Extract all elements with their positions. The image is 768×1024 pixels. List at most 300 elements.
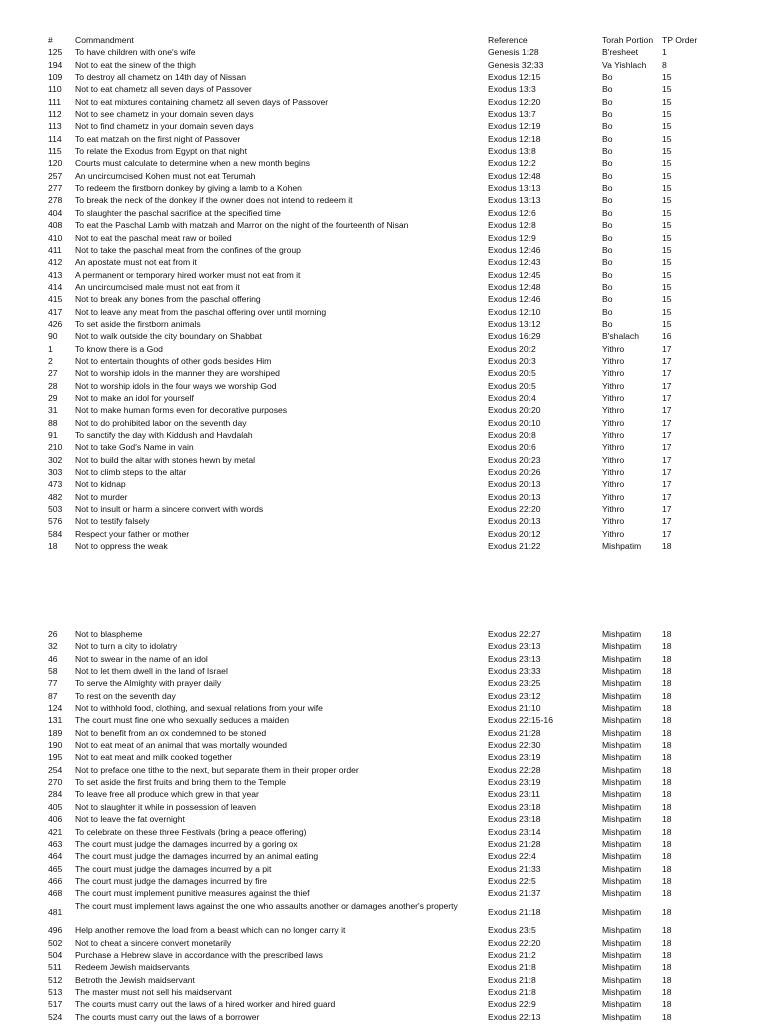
row-tp-order: 18	[662, 752, 672, 763]
table-row	[0, 838, 768, 850]
row-torah-portion: Yithro	[602, 380, 625, 391]
row-tp-order: 15	[662, 269, 672, 280]
row-torah-portion: Mishpatim	[602, 801, 642, 812]
row-commandment: Not to take God's Name in vain	[75, 442, 194, 453]
table-top	[0, 34, 768, 552]
row-number: 113	[48, 121, 62, 132]
row-torah-portion: Mishpatim	[602, 986, 642, 997]
row-reference: Exodus 23:25	[488, 678, 541, 689]
row-torah-portion: Mishpatim	[602, 777, 642, 788]
row-reference: Exodus 20:4	[488, 392, 536, 403]
row-tp-order: 15	[662, 306, 672, 317]
table-row	[0, 182, 768, 194]
row-commandment: Not to testify falsely	[75, 516, 150, 527]
row-torah-portion: Bo	[602, 72, 613, 83]
table-row	[0, 961, 768, 973]
table-row	[0, 628, 768, 640]
row-commandment: Not to do prohibited labor on the seventh day	[75, 417, 247, 428]
row-number: 503	[48, 504, 63, 515]
table-row	[0, 1011, 768, 1023]
table-row	[0, 133, 768, 145]
table-row	[0, 318, 768, 330]
row-commandment: Not to slaughter it while in possession of leaven	[75, 801, 257, 812]
table-row	[0, 986, 768, 998]
row-torah-portion: Bo	[602, 170, 613, 181]
row-commandment: The court must judge the damages incurred by an animal eating	[75, 851, 319, 862]
table-row	[0, 677, 768, 689]
row-reference: Exodus 20:6	[488, 442, 536, 453]
row-torah-portion: Bo	[602, 244, 613, 255]
header-reference: Reference	[488, 35, 528, 45]
row-commandment: To destroy all chametz on 14th day of Nissan	[75, 72, 247, 83]
row-number: 257	[48, 170, 63, 181]
row-torah-portion: Va Yishlach	[602, 59, 647, 70]
row-tp-order: 18	[662, 838, 672, 849]
row-torah-portion: Yithro	[602, 442, 625, 453]
row-tp-order: 18	[662, 863, 672, 874]
row-number: 464	[48, 851, 63, 862]
row-tp-order: 18	[662, 653, 672, 664]
row-number: 29	[48, 392, 58, 403]
row-commandment: To set aside the firstborn animals	[75, 318, 201, 329]
row-number: 190	[48, 740, 63, 751]
row-number: 77	[48, 678, 58, 689]
row-tp-order: 16	[662, 331, 672, 342]
row-reference: Exodus 20:5	[488, 380, 536, 391]
row-tp-order: 17	[662, 380, 672, 391]
row-number: 517	[48, 999, 63, 1010]
row-number: 109	[48, 72, 63, 83]
row-torah-portion: Mishpatim	[602, 814, 642, 825]
row-reference: Exodus 23:18	[488, 814, 541, 825]
row-commandment: To eat the Paschal Lamb with matzah and Marror on the night of the fourteenth of Nisan	[75, 220, 409, 231]
row-torah-portion: Bo	[602, 269, 613, 280]
row-commandment: To break the neck of the donkey if the owner does not intend to redeem it	[75, 195, 353, 206]
row-torah-portion: Bo	[602, 146, 613, 157]
row-reference: Exodus 20:10	[488, 417, 541, 428]
row-tp-order: 18	[662, 789, 672, 800]
row-reference: Exodus 13:12	[488, 318, 541, 329]
row-commandment: Not to eat meat and milk cooked together	[75, 752, 233, 763]
row-tp-order: 18	[662, 641, 672, 652]
table-row	[0, 120, 768, 132]
row-commandment: Not to worship idols in the four ways we worship God	[75, 380, 277, 391]
row-number: 504	[48, 949, 63, 960]
row-reference: Exodus 22:27	[488, 629, 541, 639]
row-number: 278	[48, 195, 63, 206]
table-row	[0, 875, 768, 887]
row-number: 411	[48, 244, 62, 255]
row-torah-portion: Bo	[602, 195, 613, 206]
table-row	[0, 108, 768, 120]
row-reference: Exodus 22:5	[488, 875, 536, 886]
table-row	[0, 924, 768, 936]
row-reference: Exodus 12:18	[488, 133, 541, 144]
row-number: 110	[48, 84, 62, 95]
row-commandment: An uncircumcised male must not eat from it	[75, 281, 240, 292]
row-commandment: Not to blaspheme	[75, 629, 143, 639]
row-reference: Exodus 22:9	[488, 999, 536, 1010]
table-row	[0, 491, 768, 503]
row-commandment: Not to eat meat of an animal that was mortally wounded	[75, 740, 288, 751]
row-number: 421	[48, 826, 63, 837]
row-torah-portion: Bo	[602, 281, 613, 292]
row-number: 512	[48, 974, 63, 985]
row-reference: Exodus 21:37	[488, 888, 541, 899]
row-torah-portion: Mishpatim	[602, 925, 642, 936]
row-number: 125	[48, 47, 63, 58]
row-commandment: To relate the Exodus from Egypt on that night	[75, 146, 247, 157]
table-row	[0, 269, 768, 281]
row-torah-portion: Mishpatim	[602, 838, 642, 849]
row-torah-portion: Yithro	[602, 405, 625, 416]
row-torah-portion: Mishpatim	[602, 888, 642, 899]
row-reference: Exodus 20:23	[488, 454, 541, 465]
row-number: 27	[48, 368, 58, 379]
row-reference: Exodus 20:8	[488, 430, 536, 440]
row-commandment: The court must implement laws against the one who assaults another or damages another's property	[75, 900, 458, 911]
row-commandment: A permanent or temporary hired worker must not eat from it	[75, 269, 301, 280]
row-reference: Exodus 23:13	[488, 641, 541, 652]
row-reference: Exodus 12:6	[488, 207, 536, 218]
row-tp-order: 15	[662, 170, 672, 181]
row-torah-portion: Mishpatim	[602, 826, 642, 837]
row-torah-portion: Yithro	[602, 528, 625, 539]
table-row	[0, 59, 768, 71]
row-reference: Exodus 12:10	[488, 306, 541, 317]
row-reference: Exodus 12:46	[488, 294, 541, 305]
table-row	[0, 478, 768, 490]
row-reference: Exodus 22:15-16	[488, 715, 553, 726]
row-reference: Genesis 1:28	[488, 47, 539, 58]
row-reference: Exodus 23:11	[488, 789, 540, 800]
row-commandment: To eat matzah on the first night of Passover	[75, 133, 241, 144]
row-number: 408	[48, 220, 63, 231]
row-reference: Exodus 12:8	[488, 220, 536, 231]
row-commandment: Not to eat mixtures containing chametz all seven days of Passover	[75, 96, 329, 107]
row-torah-portion: Yithro	[602, 392, 625, 403]
row-tp-order: 18	[662, 740, 672, 751]
table-row	[0, 727, 768, 739]
row-torah-portion: Bo	[602, 294, 613, 305]
row-number: 481	[48, 906, 63, 917]
row-reference: Exodus 12:15	[488, 72, 541, 83]
row-commandment: To have children with one's wife	[75, 47, 196, 58]
row-torah-portion: Bo	[602, 220, 613, 231]
row-torah-portion: Mishpatim	[602, 678, 642, 689]
table-row	[0, 429, 768, 441]
row-reference: Exodus 12:43	[488, 257, 541, 268]
row-number: 404	[48, 207, 63, 218]
row-number: 410	[48, 232, 63, 243]
row-number: 210	[48, 442, 63, 453]
table-row	[0, 998, 768, 1010]
row-torah-portion: Bo	[602, 232, 613, 243]
row-number: 412	[48, 257, 63, 268]
row-tp-order: 15	[662, 133, 672, 144]
row-tp-order: 18	[662, 949, 672, 960]
row-number: 2	[48, 355, 53, 366]
row-tp-order: 8	[662, 59, 667, 70]
row-number: 413	[48, 269, 63, 280]
table-row	[0, 665, 768, 677]
row-tp-order: 15	[662, 72, 672, 83]
table-row	[0, 219, 768, 231]
row-reference: Genesis 32:33	[488, 59, 544, 70]
row-reference: Exodus 23:13	[488, 653, 541, 664]
row-reference: Exodus 22:20	[488, 937, 541, 948]
table-row	[0, 640, 768, 652]
row-torah-portion: Mishpatim	[602, 789, 642, 800]
row-tp-order: 17	[662, 417, 672, 428]
table-row	[0, 863, 768, 875]
row-reference: Exodus 22:13	[488, 1011, 541, 1022]
row-tp-order: 18	[662, 999, 672, 1010]
row-torah-portion: Bo	[602, 133, 613, 144]
row-commandment: Not to turn a city to idolatry	[75, 641, 178, 652]
table-row	[0, 232, 768, 244]
row-commandment: Not to insult or harm a sincere convert with words	[75, 504, 264, 515]
row-commandment: Not to see chametz in your domain seven days	[75, 109, 254, 120]
row-number: 87	[48, 690, 58, 701]
row-reference: Exodus 12:20	[488, 96, 541, 107]
row-tp-order: 18	[662, 875, 672, 886]
row-torah-portion: Mishpatim	[602, 629, 642, 639]
row-torah-portion: Mishpatim	[602, 906, 642, 917]
row-number: 405	[48, 801, 63, 812]
row-torah-portion: Bo	[602, 121, 613, 132]
row-tp-order: 18	[662, 814, 672, 825]
table-row	[0, 653, 768, 665]
row-number: 584	[48, 528, 63, 539]
row-tp-order: 18	[662, 678, 672, 689]
row-reference: Exodus 20:13	[488, 516, 541, 527]
row-reference: Exodus 12:48	[488, 170, 541, 181]
row-commandment: Not to eat chametz all seven days of Passover	[75, 84, 252, 95]
row-reference: Exodus 20:13	[488, 479, 541, 490]
row-torah-portion: Yithro	[602, 430, 625, 440]
row-torah-portion: Mishpatim	[602, 752, 642, 763]
row-commandment: Not to entertain thoughts of other gods besides Him	[75, 355, 272, 366]
row-torah-portion: Mishpatim	[602, 949, 642, 960]
row-reference: Exodus 21:10	[488, 703, 541, 714]
header-commandment: Commandment	[75, 35, 134, 45]
row-number: 277	[48, 183, 63, 194]
row-tp-order: 18	[662, 826, 672, 837]
row-reference: Exodus 22:4	[488, 851, 536, 862]
row-torah-portion: Mishpatim	[602, 1011, 642, 1022]
row-reference: Exodus 21:28	[488, 838, 541, 849]
row-commandment: To celebrate on these three Festivals (bring a peace offering)	[75, 826, 307, 837]
table-row	[0, 83, 768, 95]
row-reference: Exodus 12:9	[488, 232, 536, 243]
row-number: 189	[48, 727, 63, 738]
row-number: 284	[48, 789, 63, 800]
table-row	[0, 515, 768, 527]
row-number: 468	[48, 888, 63, 899]
table-row	[0, 466, 768, 478]
table-row	[0, 343, 768, 355]
row-tp-order: 18	[662, 974, 672, 985]
table-row	[0, 937, 768, 949]
table-row	[0, 776, 768, 788]
row-tp-order: 18	[662, 937, 672, 948]
row-tp-order: 17	[662, 504, 672, 515]
row-torah-portion: Mishpatim	[602, 541, 642, 552]
row-torah-portion: Mishpatim	[602, 851, 642, 862]
table-row	[0, 454, 768, 466]
row-commandment: Courts must calculate to determine when a new month begins	[75, 158, 311, 169]
row-torah-portion: Mishpatim	[602, 937, 642, 948]
table-row	[0, 900, 768, 925]
header-row	[0, 34, 768, 46]
table-row	[0, 170, 768, 182]
row-number: 114	[48, 133, 62, 144]
row-number: 473	[48, 479, 63, 490]
row-commandment: Not to take the paschal meat from the confines of the group	[75, 244, 301, 255]
row-reference: Exodus 23:12	[488, 690, 541, 701]
row-commandment: Not to walk outside the city boundary on Shabbat	[75, 331, 262, 342]
row-commandment: The court must fine one who sexually seduces a maiden	[75, 715, 290, 726]
row-commandment: Not to build the altar with stones hewn by metal	[75, 454, 256, 465]
row-number: 415	[48, 294, 63, 305]
table-row	[0, 392, 768, 404]
table-row	[0, 702, 768, 714]
table-row	[0, 850, 768, 862]
row-tp-order: 18	[662, 690, 672, 701]
row-reference: Exodus 20:5	[488, 368, 536, 379]
row-number: 194	[48, 59, 63, 70]
row-commandment: To sanctify the day with Kiddush and Havdalah	[75, 430, 253, 440]
row-reference: Exodus 21:22	[488, 541, 541, 552]
row-reference: Exodus 20:3	[488, 355, 536, 366]
row-number: 28	[48, 380, 58, 391]
row-number: 131	[48, 715, 63, 726]
row-number: 466	[48, 875, 63, 886]
row-tp-order: 18	[662, 727, 672, 738]
row-torah-portion: Yithro	[602, 343, 625, 354]
row-number: 524	[48, 1011, 63, 1022]
row-commandment: Betroth the Jewish maidservant	[75, 974, 195, 985]
row-tp-order: 17	[662, 442, 672, 453]
header-num: #	[48, 35, 53, 45]
row-tp-order: 15	[662, 318, 672, 329]
row-reference: Exodus 21:8	[488, 962, 536, 973]
row-tp-order: 18	[662, 777, 672, 788]
row-commandment: Not to worship idols in the manner they are worshiped	[75, 368, 280, 379]
table-row	[0, 145, 768, 157]
row-torah-portion: Mishpatim	[602, 740, 642, 751]
table-row	[0, 813, 768, 825]
row-reference: Exodus 12:19	[488, 121, 541, 132]
row-reference: Exodus 22:30	[488, 740, 541, 751]
row-commandment: Not to kidnap	[75, 479, 126, 490]
row-tp-order: 15	[662, 244, 672, 255]
row-reference: Exodus 23:19	[488, 752, 541, 763]
row-tp-order: 15	[662, 158, 672, 169]
row-number: 88	[48, 417, 58, 428]
row-torah-portion: Mishpatim	[602, 715, 642, 726]
row-reference: Exodus 21:28	[488, 727, 541, 738]
row-tp-order: 18	[662, 764, 672, 775]
table-row	[0, 887, 768, 899]
row-torah-portion: Mishpatim	[602, 875, 642, 886]
row-reference: Exodus 12:46	[488, 244, 541, 255]
row-commandment: Not to leave any meat from the paschal offering over until morning	[75, 306, 327, 317]
row-torah-portion: Bo	[602, 84, 613, 95]
row-tp-order: 18	[662, 986, 672, 997]
row-reference: Exodus 21:8	[488, 986, 536, 997]
row-number: 496	[48, 925, 63, 936]
row-reference: Exodus 16:29	[488, 331, 541, 342]
row-commandment: Not to let them dwell in the land of Israel	[75, 666, 228, 677]
row-tp-order: 18	[662, 715, 672, 726]
table-row	[0, 71, 768, 83]
table-row	[0, 404, 768, 416]
row-torah-portion: B'resheet	[602, 47, 639, 58]
row-reference: Exodus 23:33	[488, 666, 541, 677]
row-tp-order: 17	[662, 516, 672, 527]
row-tp-order: 15	[662, 232, 672, 243]
row-commandment: The master must not sell his maidservant	[75, 986, 232, 997]
row-tp-order: 17	[662, 491, 672, 502]
row-commandment: Not to withhold food, clothing, and sexual relations from your wife	[75, 703, 323, 714]
table-row	[0, 826, 768, 838]
row-commandment: Not to benefit from an ox condemned to be stoned	[75, 727, 267, 738]
table-row	[0, 293, 768, 305]
row-tp-order: 17	[662, 405, 672, 416]
row-tp-order: 18	[662, 962, 672, 973]
row-commandment: The court must judge the damages incurred by a pit	[75, 863, 272, 874]
row-commandment: To set aside the first fruits and bring them to the Temple	[75, 777, 286, 788]
row-number: 511	[48, 962, 62, 973]
row-torah-portion: Yithro	[602, 516, 625, 527]
table-row	[0, 46, 768, 58]
row-reference: Exodus 21:33	[488, 863, 541, 874]
row-commandment: Not to cheat a sincere convert monetarily	[75, 937, 232, 948]
row-number: 576	[48, 516, 63, 527]
row-reference: Exodus 20:26	[488, 467, 541, 478]
row-number: 513	[48, 986, 63, 997]
row-number: 406	[48, 814, 63, 825]
row-commandment: Purchase a Hebrew slave in accordance with the prescribed laws	[75, 949, 323, 960]
row-torah-portion: Yithro	[602, 491, 625, 502]
row-tp-order: 18	[662, 925, 672, 936]
row-number: 115	[48, 146, 62, 157]
row-reference: Exodus 23:14	[488, 826, 541, 837]
row-tp-order: 18	[662, 801, 672, 812]
row-reference: Exodus 12:2	[488, 158, 536, 169]
table-row	[0, 244, 768, 256]
row-commandment: Not to break any bones from the paschal offering	[75, 294, 261, 305]
row-tp-order: 17	[662, 528, 672, 539]
row-number: 195	[48, 752, 63, 763]
row-tp-order: 15	[662, 257, 672, 268]
table-row	[0, 801, 768, 813]
row-number: 270	[48, 777, 63, 788]
row-number: 112	[48, 109, 62, 120]
row-tp-order: 1	[662, 47, 667, 58]
row-torah-portion: Yithro	[602, 467, 625, 478]
row-reference: Exodus 21:18	[488, 906, 541, 917]
row-tp-order: 17	[662, 355, 672, 366]
row-reference: Exodus 23:5	[488, 925, 536, 936]
row-number: 414	[48, 281, 63, 292]
row-reference: Exodus 22:20	[488, 504, 541, 515]
row-commandment: Respect your father or mother	[75, 528, 190, 539]
row-commandment: The court must judge the damages incurred by fire	[75, 875, 268, 886]
table-row	[0, 751, 768, 763]
